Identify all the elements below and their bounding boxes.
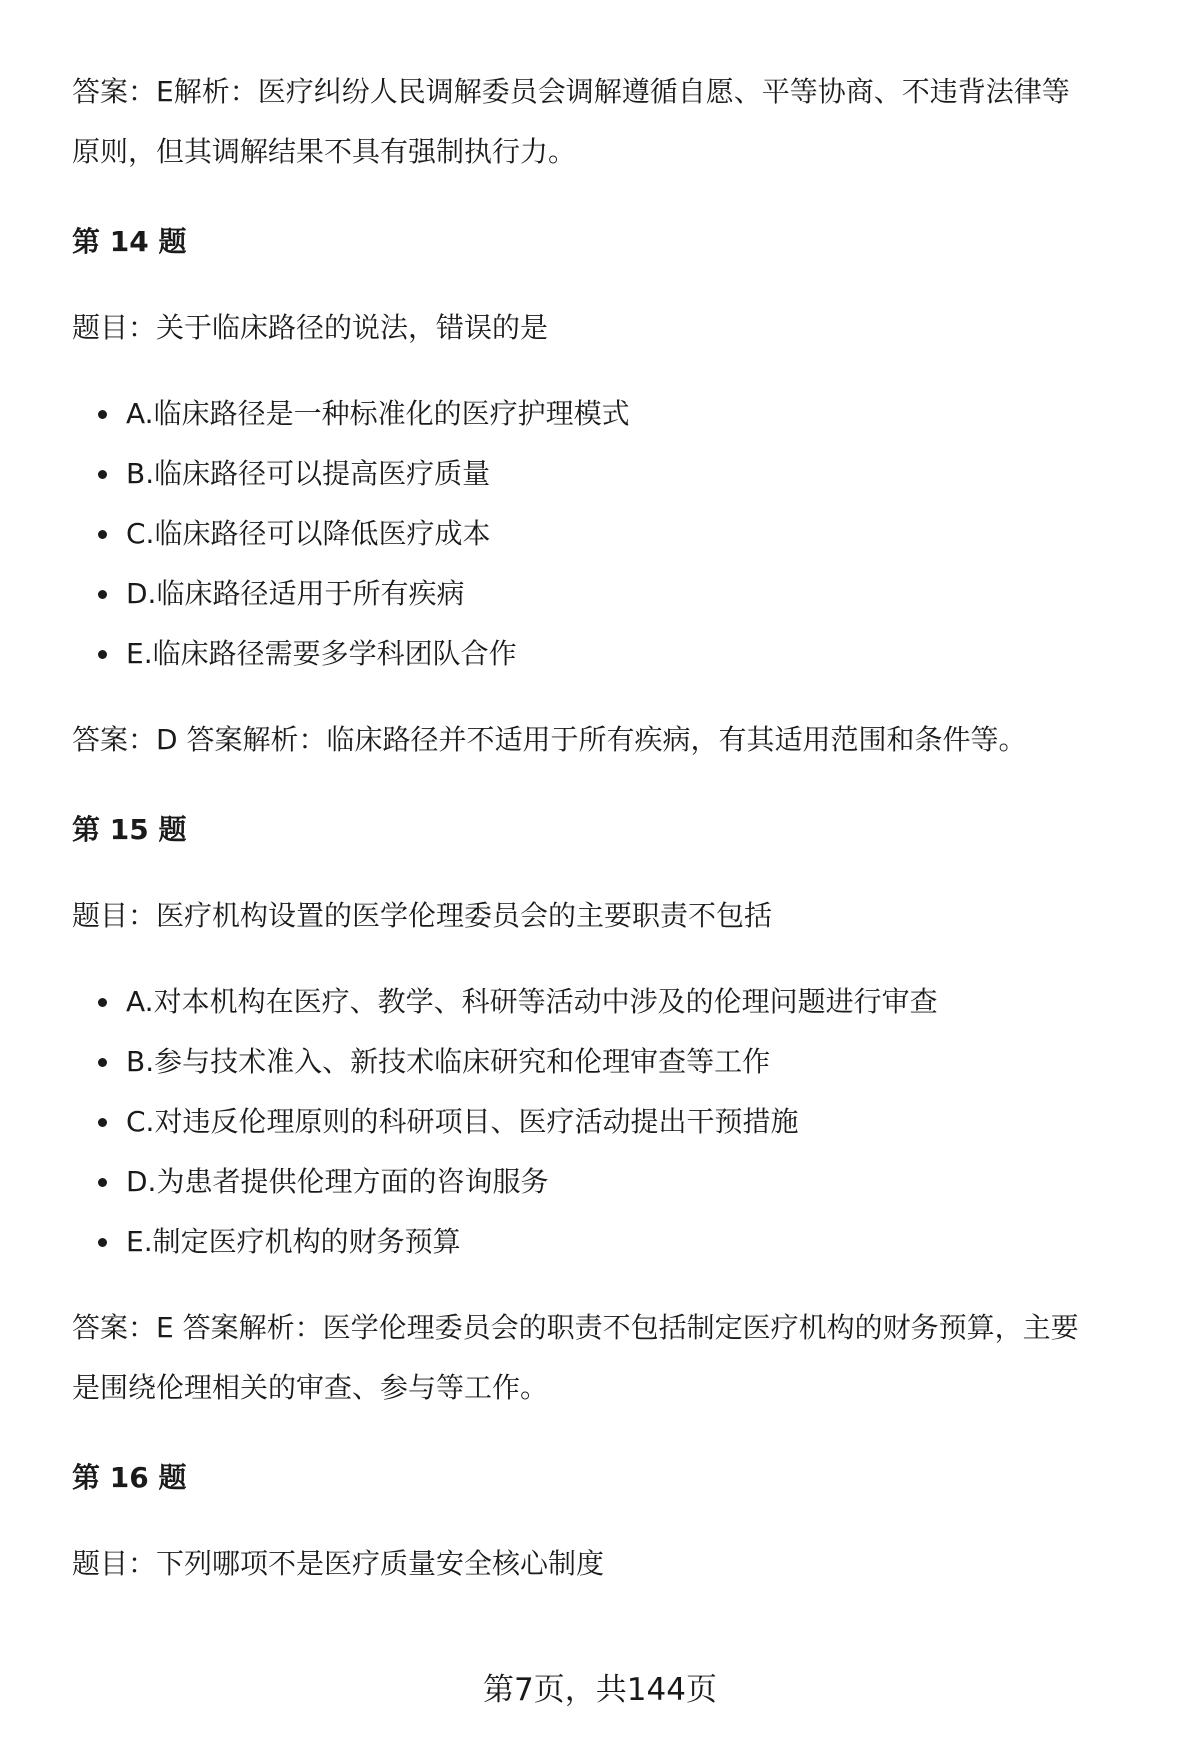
question-14-prompt: 题目：关于临床路径的说法，错误的是: [72, 311, 549, 344]
question-16-heading: 第 16 题: [72, 1461, 187, 1494]
bullet-icon: [98, 998, 107, 1007]
option-text: E.临床路径需要多学科团队合作: [126, 637, 517, 670]
bullet-icon: [98, 650, 107, 659]
bullet-icon: [98, 1118, 107, 1127]
page-number: 第7页，共144页: [483, 1672, 717, 1708]
option-item: [98, 564, 1142, 624]
option-item: [98, 624, 1142, 684]
option-item: [98, 384, 1142, 444]
option-text: C.临床路径可以降低医疗成本: [126, 517, 491, 550]
option-text: B.参与技术准入、新技术临床研究和伦理审查等工作: [126, 1045, 771, 1078]
option-text: D.临床路径适用于所有疾病: [126, 577, 465, 610]
previous-answer-line-1: 答案：E解析：医疗纠纷人民调解委员会调解遵循自愿、平等协商、不违背法律等: [72, 75, 1070, 108]
option-item: [98, 444, 1142, 504]
question-14-answer: 答案：D 答案解析：临床路径并不适用于所有疾病，有其适用范围和条件等。: [72, 723, 1027, 756]
option-text: A.对本机构在医疗、教学、科研等活动中涉及的伦理问题进行审查: [126, 985, 938, 1018]
option-item: [98, 1152, 1142, 1212]
question-14-heading: 第 14 题: [72, 225, 187, 258]
option-item: [98, 504, 1142, 564]
option-item: [98, 1092, 1142, 1152]
bullet-icon: [98, 1178, 107, 1187]
page-content: [72, 62, 1142, 1594]
question-16-prompt: 题目：下列哪项不是医疗质量安全核心制度: [72, 1547, 605, 1580]
bullet-icon: [98, 590, 107, 599]
bullet-icon: [98, 1238, 107, 1247]
bullet-icon: [98, 530, 107, 539]
question-15-options: [72, 972, 1142, 1272]
option-text: E.制定医疗机构的财务预算: [126, 1225, 461, 1258]
question-15-answer-line-2: 是围绕伦理相关的审查、参与等工作。: [72, 1371, 549, 1404]
previous-answer-line-2: 原则，但其调解结果不具有强制执行力。: [72, 135, 577, 168]
bullet-icon: [98, 1058, 107, 1067]
option-item: [98, 1212, 1142, 1272]
question-15-heading: 第 15 题: [72, 813, 187, 846]
option-text: D.为患者提供伦理方面的咨询服务: [126, 1165, 549, 1198]
question-15-prompt: 题目：医疗机构设置的医学伦理委员会的主要职责不包括: [72, 899, 773, 932]
option-item: [98, 1032, 1142, 1092]
option-item: [98, 972, 1142, 1032]
option-text: B.临床路径可以提高医疗质量: [126, 457, 491, 490]
bullet-icon: [98, 410, 107, 419]
question-14-options: [72, 384, 1142, 684]
option-text: C.对违反伦理原则的科研项目、医疗活动提出干预措施: [126, 1105, 799, 1138]
question-15-answer-line-1: 答案：E 答案解析：医学伦理委员会的职责不包括制定医疗机构的财务预算，主要: [72, 1311, 1079, 1344]
bullet-icon: [98, 470, 107, 479]
option-text: A.临床路径是一种标准化的医疗护理模式: [126, 397, 630, 430]
